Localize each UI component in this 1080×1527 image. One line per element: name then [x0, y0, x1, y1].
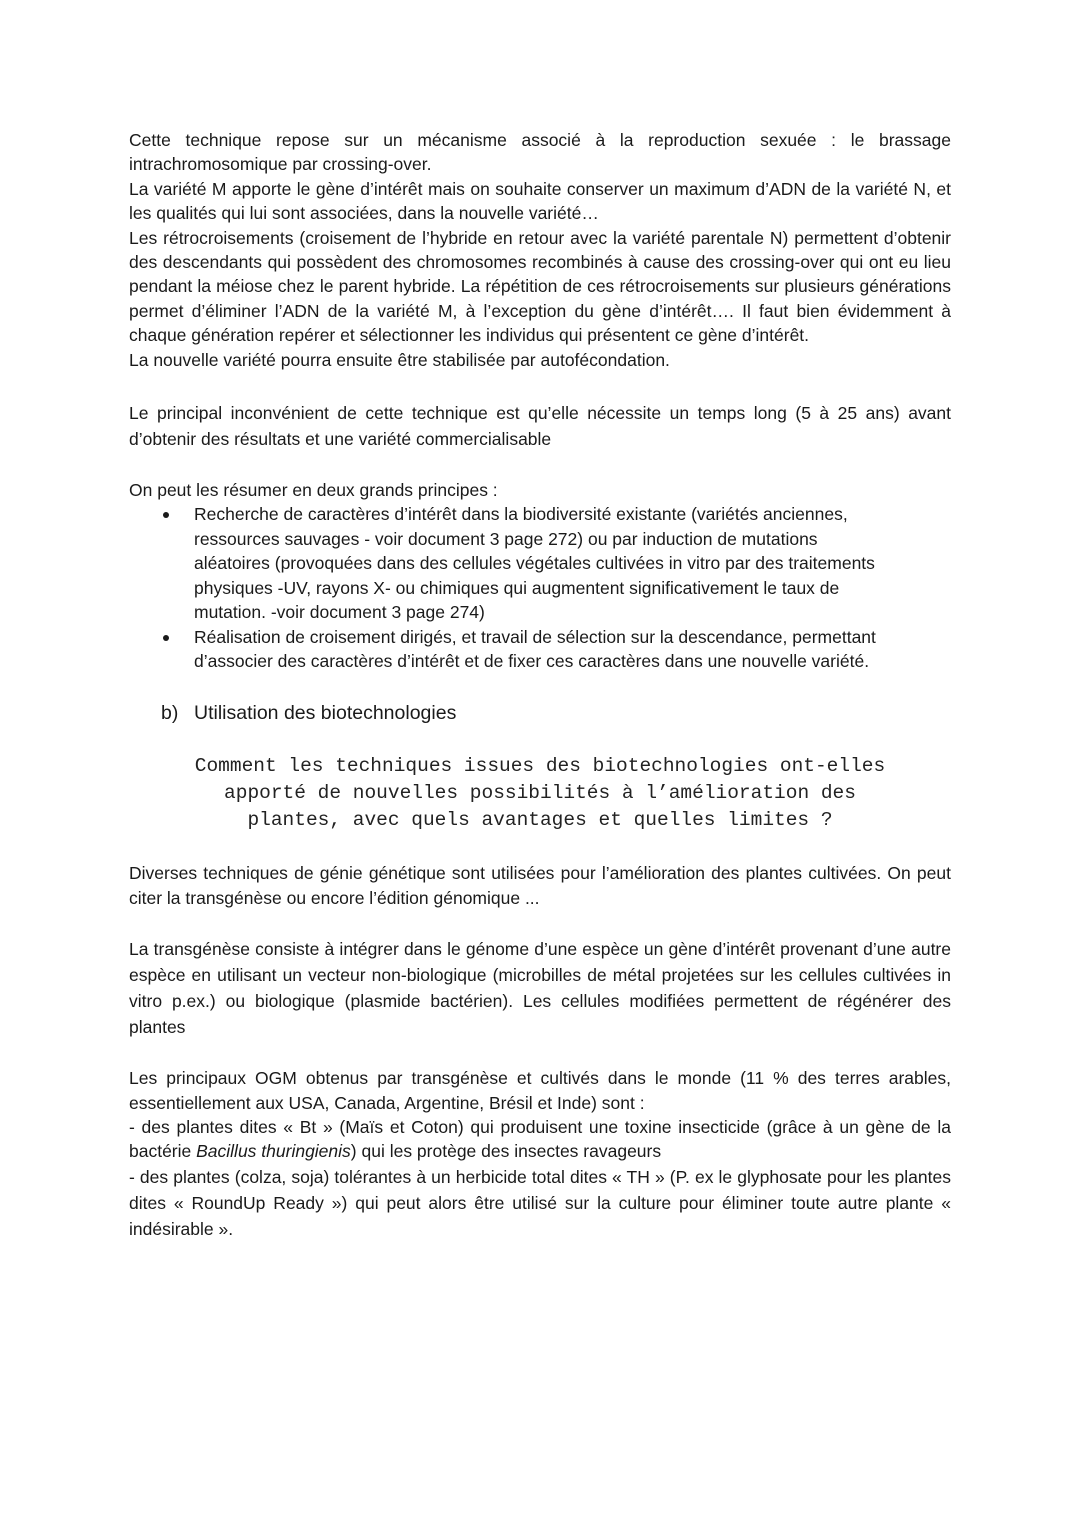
bullet-icon	[163, 635, 169, 641]
paragraph-plantes-bt	[129, 1115, 951, 1164]
paragraph-variete-m: La variété M apporte le gène d’intérêt mais on souhaite conserver un maximum d’ADN de la variété N, et les qualités qui lui sont associées, dans la nouvelle variété…	[129, 178, 951, 224]
paragraph-principes-intro: On peut les résumer en deux grands principes :	[129, 480, 498, 501]
list-item-text: Recherche de caractères d’intérêt dans la biodiversité existante (variétés anciennes, ressources sauvages - voir document 3 page 272) ou par induction de mutations aléatoires (provoquées dans des cellules végétales cultivées in vitro par des traitements physiques -UV, rayons X- ou chimiques qui augmentent significativement le taux de mutation. -voir document 3 page 274)	[194, 504, 875, 623]
paragraph-retrocroisements: Les rétrocroisements (croisement de l’hybride en retour avec la variété parentale N) permettent d’obtenir des descendants qui possèdent des chromosomes recombinés à cause des crossing-over qui ont eu lieu pendant la méiose chez le parent hybride. La répétition de ces rétrocroisements sur plusieurs générations permet d’éliminer l’ADN de la variété M, à l’exception du gène d’intérêt…. Il faut bien évidemment à chaque génération repérer et sélectionner les individus qui présentent ce gène d’intérêt.	[129, 227, 951, 346]
document-page	[129, 128, 951, 1242]
question-line: apporté de nouvelles possibilités à l’amélioration des	[224, 782, 856, 805]
guiding-question	[129, 753, 951, 834]
principles-list	[129, 502, 894, 673]
question-line: plantes, avec quels avantages et quelles limites ?	[247, 809, 833, 832]
paragraph-inconvenient: Le principal inconvénient de cette technique est qu’elle nécessite un temps long (5 à 25 ans) avant d’obtenir des résultats et une variété commercialisable	[129, 403, 951, 450]
plantes-bt-text-end: ) qui les protège des insectes ravageurs	[350, 1141, 662, 1162]
section-heading	[161, 700, 951, 726]
plantes-bt-text: - des plantes dites « Bt » (Maïs et Coton) qui produisent une toxine insecticide (grâce à un gène de la bactérie	[129, 1116, 951, 1162]
paragraph-transgenese: La transgénèse consiste à intégrer dans le génome d’une espèce un gène d’intérêt provenant d’une autre espèce en utilisant un vecteur non-biologique (microbilles de métal projetées sur les cellules cultivées in vitro p.ex.) ou biologique (plasmide bactérien). Les cellules modifiées permettent de régénérer des plantes	[129, 939, 951, 1038]
question-line: Comment les techniques issues des biotechnologies ont-elles	[194, 755, 886, 778]
paragraph-genie-genetique: Diverses techniques de génie génétique sont utilisées pour l’amélioration des plantes cultivées. On peut citer la transgénèse ou encore l’édition génomique ...	[129, 863, 951, 908]
list-item	[194, 502, 894, 624]
paragraph-autofecondation: La nouvelle variété pourra ensuite être stabilisée par autofécondation.	[129, 349, 670, 370]
list-item	[194, 625, 894, 674]
section-number: b)	[161, 702, 179, 725]
paragraph-plantes-th: - des plantes (colza, soja) tolérantes à un herbicide total dites « TH » (P. ex le glyphosate pour les plantes dites « RoundUp Ready ») qui peut alors être utilisé sur la culture pour éliminer toute autre plante « indésirable ».	[129, 1166, 951, 1239]
section-title: Utilisation des biotechnologies	[194, 702, 457, 725]
bullet-icon	[163, 512, 169, 518]
bacteria-name: Bacillus thuringienis	[196, 1141, 351, 1162]
list-item-text: Réalisation de croisement dirigés, et travail de sélection sur la descendance, permettant d’associer des caractères d’intérêt et de fixer ces caractères dans une nouvelle variété.	[194, 626, 876, 671]
paragraph-crossing-over: Cette technique repose sur un mécanisme associé à la reproduction sexuée : le brassage intrachromosomique par crossing-over.	[129, 130, 951, 175]
paragraph-ogm-intro: Les principaux OGM obtenus par transgénèse et cultivés dans le monde (11 % des terres arables, essentiellement aux USA, Canada, Argentine, Brésil et Inde) sont :	[129, 1068, 951, 1113]
